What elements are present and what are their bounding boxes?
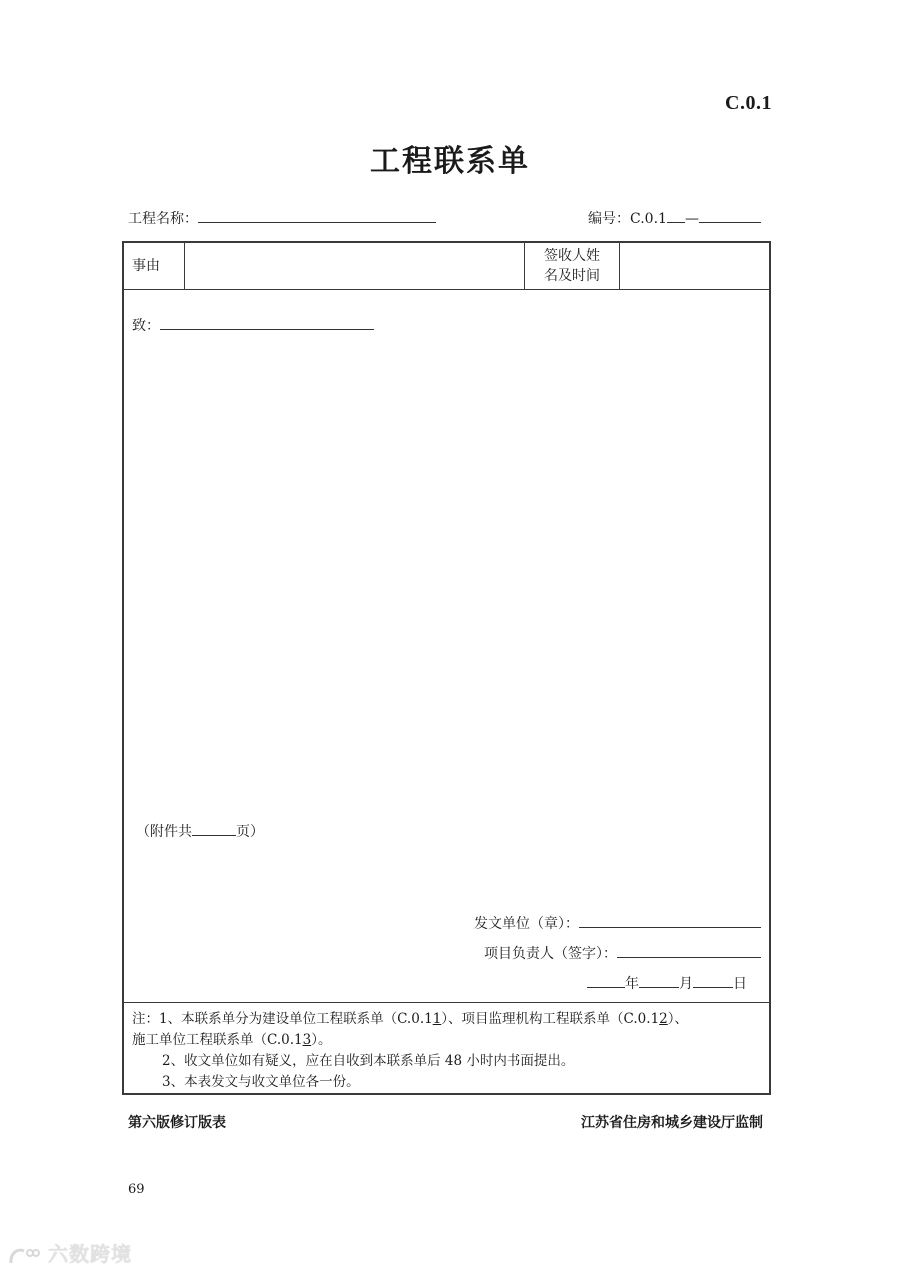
month-field[interactable]	[639, 973, 679, 988]
note-1	[132, 1009, 761, 1030]
watermark-text: 六数跨境	[47, 1242, 132, 1266]
attachment-prefix: （附件共	[136, 824, 192, 840]
date-row	[587, 973, 747, 993]
receiver-label	[525, 243, 620, 289]
year-field[interactable]	[587, 973, 625, 988]
form-number-separator: —	[684, 211, 699, 227]
footer-edition: 第六版修订版表	[128, 1115, 226, 1131]
attachment-suffix: 页）	[236, 824, 264, 840]
form-code: C.0.1	[725, 92, 772, 114]
to-label: 致：	[132, 318, 160, 334]
to-row	[132, 315, 374, 335]
manager-signature-field[interactable]	[617, 943, 761, 958]
receiver-label-line2: 名及时间	[544, 268, 600, 284]
attachment-pages-field[interactable]	[192, 821, 236, 836]
project-name-row	[128, 208, 436, 230]
page-number: 69	[128, 1182, 145, 1197]
note-1-cont-sub: 3	[302, 1032, 312, 1048]
day-label: 日	[733, 976, 747, 992]
form-number-field-2[interactable]	[699, 208, 761, 223]
note-2: 2、收文单位如有疑义，应在自收到本联系单后 48 小时内书面提出。	[162, 1053, 575, 1069]
issuer-field[interactable]	[579, 913, 761, 928]
notes-section	[124, 1002, 769, 1095]
note-1-text-a: 注：1、本联系单分为建设单位工程联系单（C.0.1	[132, 1011, 433, 1027]
subject-field[interactable]	[185, 243, 525, 289]
watermark	[8, 1238, 132, 1267]
manager-row	[484, 943, 761, 963]
receiver-label-line1: 签收人姓	[544, 248, 600, 264]
manager-label: 项目负责人（签字）：	[484, 946, 617, 962]
year-label: 年	[625, 976, 639, 992]
note-1-cont-end: ）。	[311, 1032, 332, 1048]
contact-form-table	[122, 241, 771, 1095]
form-number-row	[588, 208, 761, 230]
note-1-cont	[132, 1030, 761, 1051]
to-field[interactable]	[160, 315, 374, 330]
note-3: 3、本表发文与收文单位各一份。	[162, 1074, 360, 1090]
project-name-field[interactable]	[198, 208, 436, 223]
note-1-sub-1: 1	[432, 1011, 442, 1027]
note-1-text-c: ）、	[667, 1011, 688, 1027]
note-1-cont-text: 施工单位工程联系单（C.0.1	[132, 1032, 303, 1048]
note-1-text-b: ）、项目监理机构工程联系单（C.0.1	[441, 1011, 660, 1027]
note-1-sub-2: 2	[659, 1011, 668, 1027]
subject-label: 事由	[124, 243, 185, 289]
form-number-label: 编号：C.0.1	[588, 211, 667, 227]
issuer-label: 发文单位（章）：	[474, 916, 579, 932]
watermark-logo-icon	[8, 1245, 40, 1267]
issuer-row	[474, 913, 761, 933]
day-field[interactable]	[693, 973, 733, 988]
receiver-field[interactable]	[620, 243, 771, 289]
attachment-row	[136, 821, 264, 841]
project-name-label: 工程名称：	[128, 211, 198, 227]
page-title: 工程联系单	[370, 144, 530, 179]
footer-issuer: 江苏省住房和城乡建设厅监制	[581, 1115, 763, 1131]
header-row	[124, 243, 769, 290]
form-number-field-1[interactable]	[667, 208, 685, 223]
month-label: 月	[679, 976, 693, 992]
